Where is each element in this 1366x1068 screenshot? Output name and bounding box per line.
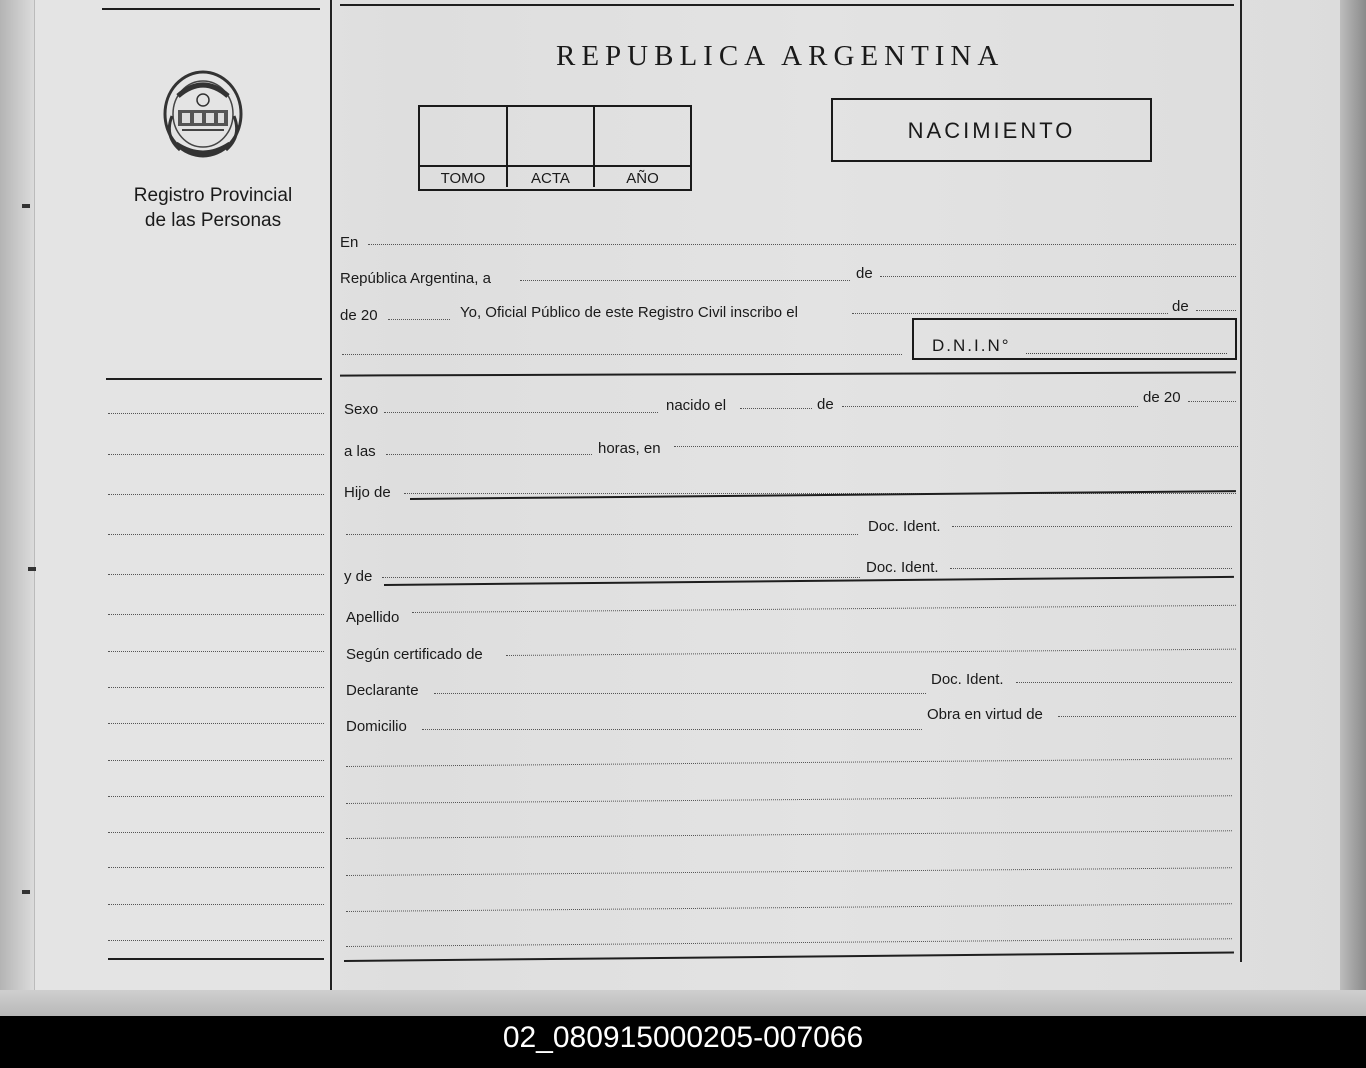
left-blank-line[interactable] [108,723,324,724]
field-madre-doc[interactable] [950,568,1232,569]
left-blank-line[interactable] [108,832,324,833]
field-nacido-dia[interactable] [740,408,812,409]
label-de-2: de [1172,298,1189,315]
label-y-de: y de [344,568,373,585]
field-lugar-nacimiento[interactable] [674,446,1238,447]
label-domicilio: Domicilio [346,718,407,735]
page-title: REPUBLICA ARGENTINA [556,40,1005,72]
field-observaciones[interactable] [346,830,1232,839]
label-a-las: a las [344,443,376,460]
left-blank-line[interactable] [108,904,324,905]
label-de: de [856,265,873,282]
tomo-label: TOMO [420,167,508,187]
field-declarante-doc[interactable] [1016,682,1232,683]
registry-title-line2: de las Personas [144,210,282,231]
label-republica: República Argentina, a [340,270,491,287]
field-domicilio[interactable] [422,729,922,730]
left-blank-line[interactable] [108,534,324,535]
image-id-caption: 02_080915000205-007066 [502,1021,864,1054]
left-blank-line[interactable] [108,494,324,495]
section-rule-1 [340,371,1236,376]
label-de-3: de [817,396,834,413]
field-observaciones[interactable] [346,795,1232,804]
field-anio[interactable] [388,319,450,320]
left-blank-line[interactable] [108,651,324,652]
field-observaciones[interactable] [346,903,1232,912]
left-blank-line[interactable] [108,760,324,761]
registry-title-line1: Registro Provincial [133,185,293,206]
column-divider [330,0,332,990]
label-doc-ident-2: Doc. Ident. [866,559,939,576]
field-obra[interactable] [1058,716,1236,717]
field-dia[interactable] [520,280,850,281]
top-rule [340,4,1234,6]
field-certificado[interactable] [506,649,1236,656]
label-sexo: Sexo [344,401,379,418]
field-sexo[interactable] [384,412,658,413]
label-nacido-el: nacido el [666,397,727,414]
dni-box [912,318,1237,360]
field-horas[interactable] [386,454,592,455]
field-declarante[interactable] [434,693,926,694]
left-blank-line[interactable] [108,413,324,414]
label-apellido: Apellido [346,609,400,626]
binding-stitch [28,567,36,571]
field-padre-doc[interactable] [952,526,1232,527]
left-top-rule [102,8,320,10]
right-border [1240,0,1242,962]
dni-field[interactable] [1026,353,1227,354]
left-blank-line[interactable] [108,614,324,615]
bottom-rule [344,951,1234,962]
page-bottom-edge [0,990,1366,1016]
label-en: En [340,234,359,251]
label-horas-en: horas, en [598,440,661,457]
field-mes[interactable] [880,276,1236,277]
left-blank-line[interactable] [108,867,324,868]
label-de-20: de 20 [340,307,378,324]
field-inscribo[interactable] [852,313,1168,314]
field-inscribo-cont[interactable] [342,354,902,355]
field-padre-cont[interactable] [346,534,858,535]
label-declarante: Declarante [346,682,419,699]
tomo-cell[interactable] [420,107,508,165]
field-inscribo-de[interactable] [1196,310,1236,311]
field-observaciones[interactable] [346,938,1232,947]
label-de-20-2: de 20 [1143,389,1181,406]
record-table-labels [420,165,690,189]
label-oficial: Yo, Oficial Público de este Registro Civil inscribo el [460,304,798,321]
acta-cell[interactable] [508,107,595,165]
left-section-rule [106,378,322,380]
record-type-box [831,98,1152,162]
left-blank-line[interactable] [108,796,324,797]
label-hijo-de: Hijo de [344,484,391,501]
left-blank-line[interactable] [108,454,324,455]
book-spine-shadow [0,0,36,990]
field-observaciones[interactable] [346,758,1232,767]
left-bottom-rule [108,958,324,960]
label-obra-en-virtud: Obra en virtud de [927,706,1043,723]
left-blank-line[interactable] [108,574,324,575]
field-madre[interactable] [382,577,860,578]
anio-label: AÑO [626,170,659,187]
label-segun-certificado: Según certificado de [346,646,483,663]
section-rule-2 [410,490,1236,500]
field-nacido-mes[interactable] [842,406,1138,407]
field-apellido[interactable] [412,605,1236,613]
registry-title [108,183,318,233]
binding-stitch [22,890,30,894]
acta-label: ACTA [508,167,595,187]
record-type-label: NACIMIENTO [907,118,1076,143]
left-blank-line[interactable] [108,940,324,941]
field-observaciones[interactable] [346,867,1232,876]
book-cover-edge [1340,0,1366,1016]
field-nacido-anio[interactable] [1188,401,1236,402]
record-number-table [418,105,692,191]
misiones-seal-logo [160,66,246,166]
dni-label: D.N.I.N° [932,336,1011,355]
label-doc-ident: Doc. Ident. [868,518,941,535]
label-doc-ident-3: Doc. Ident. [931,671,1004,688]
binding-stitch [22,204,30,208]
field-en[interactable] [368,244,1236,245]
left-blank-line[interactable] [108,687,324,688]
anio-cell[interactable] [595,107,690,165]
